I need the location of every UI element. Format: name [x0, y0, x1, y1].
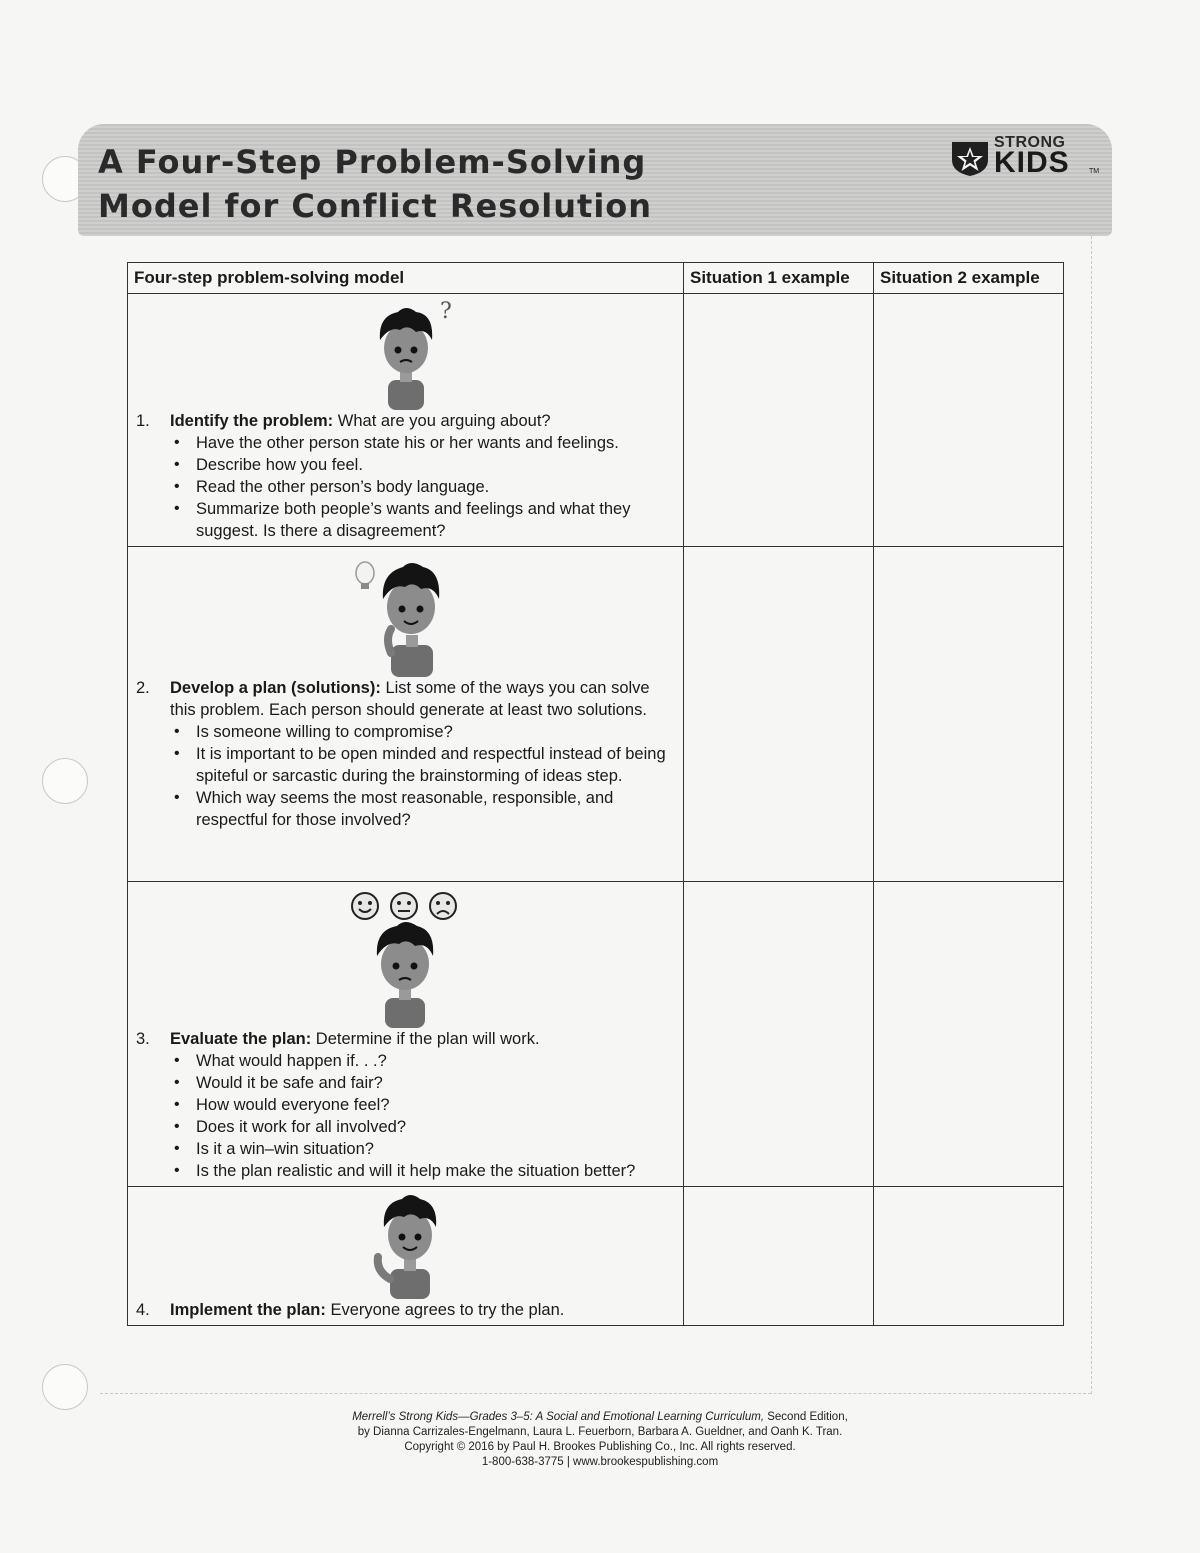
page-frame-bottom [100, 1393, 1091, 1394]
list-item: • What would happen if. . .? [196, 1050, 675, 1072]
footer-line-4: 1-800-638-3775 | www.brookespublishing.com [481, 1456, 719, 1468]
step-4-cell [128, 1187, 684, 1326]
table-header-row [128, 263, 1064, 294]
situation-2-example-cell[interactable] [874, 1187, 1064, 1326]
problem-solving-table [127, 262, 1064, 1326]
footer-book-title: Merrell’s Strong Kids—Grades 3–5: A Social and Emotional Learning Curriculum, [352, 1411, 765, 1423]
list-item: • Summarize both people’s wants and feelings and what they suggest. Is there a disagreement? [196, 498, 675, 542]
step-bullet-list [170, 721, 675, 831]
situation-1-example-cell[interactable] [684, 882, 874, 1187]
thinking-boy-lightbulb-icon [351, 553, 461, 677]
question-mark-icon: ? [439, 299, 452, 324]
step-1-cell [128, 294, 684, 547]
step-heading: Implement the plan: [170, 1301, 326, 1319]
step-text: List some of the ways you can solve this problem. Each person should generate at least two solutions. [170, 679, 650, 719]
situation-2-example-cell[interactable] [874, 882, 1064, 1187]
list-item: • Is the plan realistic and will it help make the situation better? [196, 1160, 675, 1182]
table-row [128, 294, 1064, 547]
step-text: What are you arguing about? [337, 412, 551, 430]
footer-line-2: by Dianna Carrizales-Engelmann, Laura L. Feuerborn, Barbara A. Gueldner, and Oanh K. Tran. [357, 1426, 843, 1438]
title-line-1: A Four-Step Problem-Solving [98, 143, 647, 181]
table-row [128, 1187, 1064, 1326]
list-item: • Does it work for all involved? [196, 1116, 675, 1138]
step-number: 4. [136, 1301, 150, 1319]
waving-boy-icon [356, 1191, 456, 1299]
list-item: • Is someone willing to compromise? [196, 721, 675, 743]
list-item: • Is it a win–win situation? [196, 1138, 675, 1160]
step-heading: Develop a plan (solutions): [170, 679, 381, 697]
situation-2-example-cell[interactable] [874, 547, 1064, 882]
step-text: Determine if the plan will work. [315, 1030, 540, 1048]
column-header-situation-1: Situation 1 example [684, 263, 874, 294]
page-frame-right [1091, 236, 1092, 1394]
situation-1-example-cell[interactable] [684, 547, 874, 882]
list-item: • It is important to be open minded and respectful instead of being spiteful or sarcastic during the brainstorming of ideas step. [196, 743, 675, 787]
page-title [98, 140, 652, 228]
column-header-model: Four-step problem-solving model [128, 263, 684, 294]
neutral-face-icon [391, 893, 417, 919]
step-bullet-list [170, 432, 675, 542]
step-number: 2. [136, 679, 150, 697]
situation-2-example-cell[interactable] [874, 294, 1064, 547]
confused-boy-icon [356, 298, 456, 410]
list-item: • Which way seems the most reasonable, responsible, and respectful for those involved? [196, 787, 675, 831]
list-item: • Would it be safe and fair? [196, 1072, 675, 1094]
list-item: • How would everyone feel? [196, 1094, 675, 1116]
evaluating-boy-faces-icon [341, 886, 471, 1028]
step-text: Everyone agrees to try the plan. [330, 1301, 565, 1319]
punch-hole-middle [42, 758, 88, 804]
title-line-2: Model for Conflict Resolution [98, 187, 653, 225]
happy-face-icon [352, 893, 378, 919]
logo-trademark: TM [1089, 168, 1100, 175]
logo-text-kids: KIDS [994, 146, 1070, 179]
sad-face-icon [430, 893, 456, 919]
step-2-cell [128, 547, 684, 882]
footer-line-1 [240, 1410, 960, 1425]
column-header-situation-2: Situation 2 example [874, 263, 1064, 294]
table-row [128, 547, 1064, 882]
footer-line-3: Copyright © 2016 by Paul H. Brookes Publishing Co., Inc. All rights reserved. [404, 1441, 796, 1453]
strong-kids-logo [948, 134, 1098, 184]
copyright-footer [240, 1410, 960, 1470]
list-item: • Describe how you feel. [196, 454, 675, 476]
situation-1-example-cell[interactable] [684, 1187, 874, 1326]
list-item: • Have the other person state his or her wants and feelings. [196, 432, 675, 454]
situation-1-example-cell[interactable] [684, 294, 874, 547]
footer-edition: Second Edition, [764, 1411, 848, 1423]
step-number: 3. [136, 1030, 150, 1048]
step-bullet-list [170, 1050, 675, 1182]
star-badge-icon [948, 138, 992, 178]
step-heading: Identify the problem: [170, 412, 334, 430]
table-row [128, 882, 1064, 1187]
step-3-cell [128, 882, 684, 1187]
punch-hole-bottom [42, 1364, 88, 1410]
step-number: 1. [136, 412, 150, 430]
logo-text-strong: STRONG [994, 134, 1066, 151]
step-heading: Evaluate the plan: [170, 1030, 312, 1048]
list-item: • Read the other person’s body language. [196, 476, 675, 498]
